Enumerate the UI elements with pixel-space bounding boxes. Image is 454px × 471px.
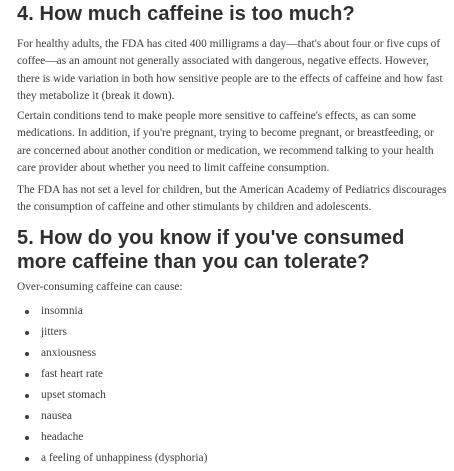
list-item: [17, 366, 437, 387]
bullet-icon: [25, 415, 29, 419]
list-item-text: upset stomach: [41, 389, 106, 401]
bullet-icon: [25, 310, 29, 314]
list-item-text: headache: [41, 431, 84, 443]
symptom-list: [17, 303, 437, 471]
list-item-text: nausea: [41, 410, 72, 422]
bullet-icon: [25, 352, 29, 356]
section-4-heading: 4. How much caffeine is too much?: [17, 3, 355, 25]
bullet-icon: [25, 436, 29, 440]
section-5-heading: 5. How do you know if you've consumed more caffeine than you can tolerate?: [17, 227, 405, 273]
list-item: [17, 345, 437, 366]
section-4-paragraph-2: Certain conditions tend to make people more sensitive to caffeine's effects, as can some medications. In addition, if you're pregnant, trying to become pregnant, or breastfeeding, or are concerned about another condition or medication, we recommend talking to your health care provider about whether you need to limit caffeine consumption.: [17, 110, 434, 174]
bullet-icon: [25, 373, 29, 377]
section-4-paragraph-3: The FDA has not set a level for children, but the American Academy of Pediatrics discourages the consumption of caffeine and other stimulants by children and adolescents.: [17, 184, 447, 214]
list-item-text: insomnia: [41, 305, 83, 317]
list-item: [17, 324, 437, 345]
list-item: [17, 387, 437, 408]
bullet-icon: [25, 457, 29, 461]
list-item: [17, 450, 437, 471]
section-5-intro: Over-consuming caffeine can cause:: [17, 281, 183, 293]
list-item: [17, 303, 437, 324]
list-item-text: fast heart rate: [41, 368, 103, 380]
list-item: [17, 429, 437, 450]
section-4-paragraph-1: For healthy adults, the FDA has cited 400 milligrams a day—that's about four or five cups of coffee—as an amount not generally associated with dangerous, negative effects. However, there is wide variation in both how sensitive people are to the effects of caffeine and how fast they metabolize it (break it down).: [17, 38, 443, 102]
bullet-icon: [25, 394, 29, 398]
list-item-text: a feeling of unhappiness (dysphoria): [41, 452, 208, 464]
list-item: [17, 408, 437, 429]
list-item-text: jitters: [41, 326, 67, 338]
bullet-icon: [25, 331, 29, 335]
list-item-text: anxiousness: [41, 347, 97, 359]
